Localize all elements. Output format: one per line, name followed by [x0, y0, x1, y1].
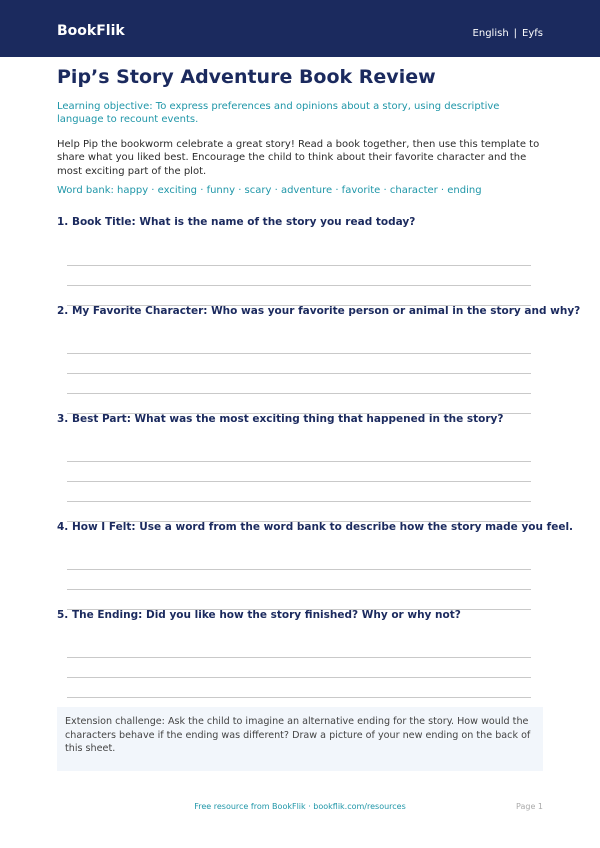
question-1: 1. Book Title: What is the name of the story you read today? — [57, 216, 416, 228]
answer-line[interactable] — [67, 697, 531, 698]
intro-text: Help Pip the bookworm celebrate a great story! Read a book together, then use this template to share what you liked best. Encourage the child to think about their favorite character and the most exciting part of the plot. — [57, 139, 540, 177]
answer-line[interactable] — [67, 569, 531, 570]
footer-credit[interactable]: Free resource from BookFlik · bookflik.com/resources — [194, 802, 406, 811]
answer-line[interactable] — [67, 461, 531, 462]
word-bank: Word bank: happy · exciting · funny · scary · adventure · favorite · character · ending — [57, 185, 482, 196]
question-5: 5. The Ending: Did you like how the story finished? Why or why not? — [57, 609, 461, 621]
answer-line[interactable] — [67, 657, 531, 658]
brand-logo[interactable]: BookFlik — [57, 23, 125, 39]
answer-line[interactable] — [67, 353, 531, 354]
question-3: 3. Best Part: What was the most exciting thing that happened in the story? — [57, 413, 504, 425]
learning-objective: Learning objective: To express preferences and opinions about a story, using descriptive language to recount events. — [57, 101, 500, 125]
extension-challenge: Extension challenge: Ask the child to imagine an alternative ending for the story. How would the characters behave if the ending was different? Draw a picture of your new ending on the back of this sheet. — [57, 707, 543, 771]
answer-line[interactable] — [67, 265, 531, 266]
answer-line[interactable] — [67, 393, 531, 394]
answer-line[interactable] — [67, 285, 531, 286]
language-link[interactable]: English — [472, 28, 509, 39]
answer-line[interactable] — [67, 373, 531, 374]
question-4: 4. How I Felt: Use a word from the word bank to describe how the story made you feel. — [57, 521, 574, 533]
answer-line[interactable] — [67, 677, 531, 678]
answer-line[interactable] — [67, 481, 531, 482]
answer-line[interactable] — [67, 589, 531, 590]
page-title: Pip’s Story Adventure Book Review — [57, 66, 436, 88]
nav-separator: | — [513, 28, 518, 39]
question-2: 2. My Favorite Character: Who was your favorite person or animal in the story and why? — [57, 305, 581, 317]
level-link[interactable]: Eyfs — [522, 28, 543, 39]
header-nav — [473, 28, 543, 39]
site-header — [0, 0, 600, 57]
page-number: Page 1 — [516, 802, 543, 811]
answer-line[interactable] — [67, 501, 531, 502]
